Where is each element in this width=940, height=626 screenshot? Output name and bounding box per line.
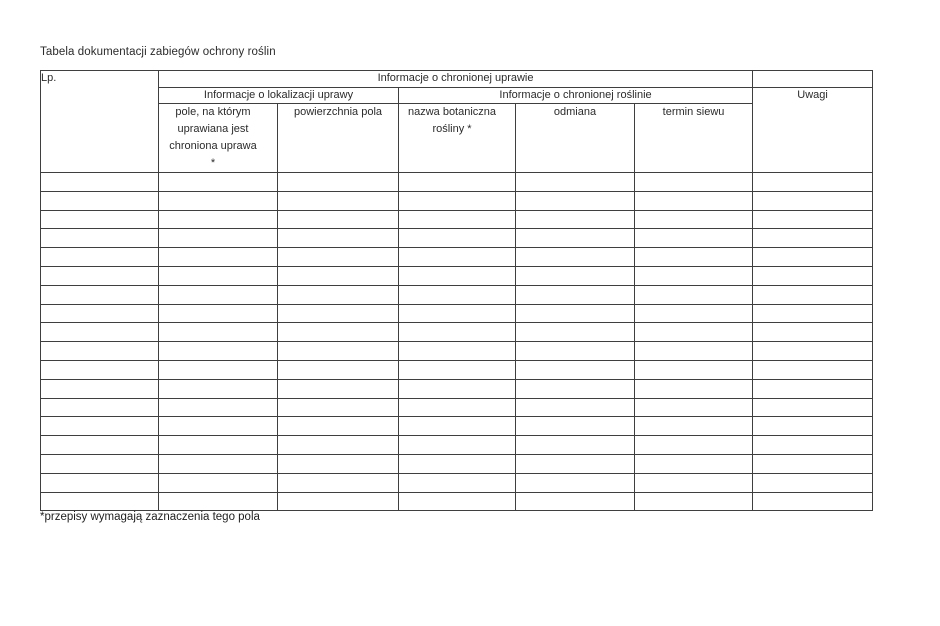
header-cell-field-line-1: pole, na którym xyxy=(175,106,251,118)
table-cell[interactable] xyxy=(278,417,399,436)
table-cell[interactable] xyxy=(41,173,159,192)
table-cell[interactable] xyxy=(753,360,873,379)
table-cell[interactable] xyxy=(159,266,278,285)
table-cell[interactable] xyxy=(278,342,399,361)
crop-protection-documentation-table xyxy=(40,70,873,511)
table-cell[interactable] xyxy=(41,436,159,455)
table-cell[interactable] xyxy=(635,454,753,473)
table-cell[interactable] xyxy=(159,360,278,379)
table-cell[interactable] xyxy=(516,304,635,323)
table-row[interactable] xyxy=(41,191,873,210)
header-cell-variety xyxy=(516,104,635,173)
header-cell-protected-crop-info: Informacje o chronionej uprawie xyxy=(159,71,753,88)
table-cell[interactable] xyxy=(278,285,399,304)
table-cell[interactable] xyxy=(41,304,159,323)
table-cell[interactable] xyxy=(635,360,753,379)
table-cell[interactable] xyxy=(159,436,278,455)
table-cell[interactable] xyxy=(159,379,278,398)
table-cell[interactable] xyxy=(753,248,873,267)
table-header xyxy=(41,71,873,173)
table-cell[interactable] xyxy=(278,210,399,229)
table-cell[interactable] xyxy=(159,473,278,492)
table-cell[interactable] xyxy=(278,248,399,267)
table-cell[interactable] xyxy=(516,436,635,455)
table-cell[interactable] xyxy=(278,229,399,248)
header-cell-botanical-name-line-2: rośliny * xyxy=(432,123,472,135)
table-cell[interactable] xyxy=(41,492,159,511)
table-cell[interactable] xyxy=(635,304,753,323)
table-row[interactable] xyxy=(41,379,873,398)
table-cell[interactable] xyxy=(278,379,399,398)
table-cell[interactable] xyxy=(41,360,159,379)
table-cell[interactable] xyxy=(516,473,635,492)
table-cell[interactable] xyxy=(635,248,753,267)
table-body xyxy=(41,173,873,511)
table-cell[interactable] xyxy=(753,398,873,417)
table-cell[interactable] xyxy=(399,248,516,267)
table-cell[interactable] xyxy=(635,417,753,436)
table-cell[interactable] xyxy=(399,398,516,417)
table-cell[interactable] xyxy=(278,360,399,379)
table-cell[interactable] xyxy=(753,285,873,304)
table-cell[interactable] xyxy=(516,173,635,192)
table-cell[interactable] xyxy=(278,191,399,210)
table-row[interactable] xyxy=(41,473,873,492)
table-row[interactable] xyxy=(41,248,873,267)
table-cell[interactable] xyxy=(399,436,516,455)
table-cell[interactable] xyxy=(41,379,159,398)
table-row[interactable] xyxy=(41,229,873,248)
table-cell[interactable] xyxy=(753,173,873,192)
table-cell[interactable] xyxy=(399,191,516,210)
header-cell-lp: Lp. xyxy=(41,71,159,173)
table-cell[interactable] xyxy=(753,492,873,511)
table-cell[interactable] xyxy=(278,473,399,492)
table-cell[interactable] xyxy=(159,285,278,304)
table-cell[interactable] xyxy=(635,473,753,492)
table-cell[interactable] xyxy=(41,323,159,342)
table-cell[interactable] xyxy=(399,473,516,492)
header-cell-field-asterisk: * xyxy=(210,157,216,169)
table-cell[interactable] xyxy=(635,398,753,417)
table-cell[interactable] xyxy=(516,323,635,342)
table-cell[interactable] xyxy=(41,473,159,492)
table-cell[interactable] xyxy=(399,173,516,192)
table-cell[interactable] xyxy=(159,304,278,323)
table-cell[interactable] xyxy=(753,191,873,210)
table-cell[interactable] xyxy=(753,454,873,473)
table-row[interactable] xyxy=(41,398,873,417)
table-cell[interactable] xyxy=(753,379,873,398)
table-row[interactable] xyxy=(41,342,873,361)
table-cell[interactable] xyxy=(399,379,516,398)
table-cell[interactable] xyxy=(41,248,159,267)
header-cell-remarks: Uwagi xyxy=(753,87,873,173)
table-cell[interactable] xyxy=(278,304,399,323)
table-cell[interactable] xyxy=(635,266,753,285)
table-cell[interactable] xyxy=(399,266,516,285)
table-row[interactable] xyxy=(41,323,873,342)
header-cell-field-area xyxy=(278,104,399,173)
table-cell[interactable] xyxy=(753,473,873,492)
table-cell[interactable] xyxy=(753,210,873,229)
table-cell[interactable] xyxy=(399,304,516,323)
table-cell[interactable] xyxy=(41,191,159,210)
table-cell[interactable] xyxy=(399,454,516,473)
table-cell[interactable] xyxy=(399,323,516,342)
table-cell[interactable] xyxy=(635,191,753,210)
table-row[interactable] xyxy=(41,360,873,379)
table-row[interactable] xyxy=(41,454,873,473)
table-cell[interactable] xyxy=(399,342,516,361)
table-cell[interactable] xyxy=(41,210,159,229)
header-cell-field-line-2: uprawiana jest xyxy=(177,123,249,135)
table-cell[interactable] xyxy=(41,417,159,436)
table-cell[interactable] xyxy=(516,417,635,436)
table-cell[interactable] xyxy=(278,398,399,417)
table-cell[interactable] xyxy=(516,342,635,361)
table-cell[interactable] xyxy=(159,229,278,248)
table-cell[interactable] xyxy=(41,229,159,248)
table-cell[interactable] xyxy=(159,417,278,436)
table-container xyxy=(40,70,872,511)
table-cell[interactable] xyxy=(159,323,278,342)
table-cell[interactable] xyxy=(278,173,399,192)
header-cell-spacer-remarks xyxy=(753,71,873,88)
table-cell[interactable] xyxy=(159,342,278,361)
table-cell[interactable] xyxy=(41,266,159,285)
table-cell[interactable] xyxy=(399,417,516,436)
table-cell[interactable] xyxy=(278,436,399,455)
header-cell-localization-info: Informacje o lokalizacji uprawy xyxy=(159,87,399,104)
table-cell[interactable] xyxy=(516,191,635,210)
table-cell[interactable] xyxy=(516,229,635,248)
header-cell-botanical-name-line-1: nazwa botaniczna xyxy=(407,106,497,118)
table-cell[interactable] xyxy=(516,379,635,398)
table-cell[interactable] xyxy=(159,210,278,229)
table-cell[interactable] xyxy=(753,229,873,248)
table-cell[interactable] xyxy=(753,417,873,436)
table-cell[interactable] xyxy=(41,342,159,361)
header-cell-variety-line-1: odmiana xyxy=(553,106,597,118)
header-cell-botanical-name xyxy=(399,104,516,173)
table-cell[interactable] xyxy=(635,342,753,361)
table-cell[interactable] xyxy=(159,398,278,417)
page-title: Tabela dokumentacji zabiegów ochrony roślin xyxy=(40,46,276,58)
table-cell[interactable] xyxy=(516,398,635,417)
table-cell[interactable] xyxy=(278,266,399,285)
table-cell[interactable] xyxy=(635,173,753,192)
table-cell[interactable] xyxy=(159,248,278,267)
table-row[interactable] xyxy=(41,417,873,436)
table-row[interactable] xyxy=(41,266,873,285)
table-cell[interactable] xyxy=(516,266,635,285)
header-row-group-top xyxy=(41,71,873,88)
table-cell[interactable] xyxy=(635,229,753,248)
table-cell[interactable] xyxy=(635,323,753,342)
table-cell[interactable] xyxy=(41,454,159,473)
table-cell[interactable] xyxy=(399,492,516,511)
table-cell[interactable] xyxy=(753,436,873,455)
footnote: *przepisy wymagają zaznaczenia tego pola xyxy=(40,511,260,523)
table-cell[interactable] xyxy=(41,398,159,417)
table-cell[interactable] xyxy=(753,304,873,323)
table-row[interactable] xyxy=(41,436,873,455)
table-cell[interactable] xyxy=(516,210,635,229)
table-cell[interactable] xyxy=(399,360,516,379)
table-cell[interactable] xyxy=(635,285,753,304)
table-cell[interactable] xyxy=(159,173,278,192)
table-cell[interactable] xyxy=(399,229,516,248)
table-cell[interactable] xyxy=(159,191,278,210)
header-row-columns xyxy=(41,104,873,173)
table-cell[interactable] xyxy=(278,454,399,473)
table-cell[interactable] xyxy=(516,248,635,267)
header-row-subgroups xyxy=(41,87,873,104)
header-cell-field-line-3: chroniona uprawa xyxy=(169,140,257,152)
header-cell-plant-info: Informacje o chronionej roślinie xyxy=(399,87,753,104)
table-cell[interactable] xyxy=(399,285,516,304)
table-cell[interactable] xyxy=(753,266,873,285)
table-row[interactable] xyxy=(41,492,873,511)
table-row[interactable] xyxy=(41,285,873,304)
table-cell[interactable] xyxy=(159,492,278,511)
table-cell[interactable] xyxy=(159,454,278,473)
table-row[interactable] xyxy=(41,304,873,323)
table-cell[interactable] xyxy=(399,210,516,229)
header-cell-sowing-date xyxy=(635,104,753,173)
table-cell[interactable] xyxy=(516,454,635,473)
table-row[interactable] xyxy=(41,173,873,192)
table-cell[interactable] xyxy=(635,492,753,511)
table-cell[interactable] xyxy=(516,492,635,511)
header-cell-field xyxy=(159,104,278,173)
table-cell[interactable] xyxy=(635,436,753,455)
table-cell[interactable] xyxy=(278,492,399,511)
table-row[interactable] xyxy=(41,210,873,229)
header-cell-sowing-date-line-1: termin siewu xyxy=(662,106,725,118)
table-cell[interactable] xyxy=(41,285,159,304)
table-cell[interactable] xyxy=(753,323,873,342)
table-cell[interactable] xyxy=(635,210,753,229)
table-cell[interactable] xyxy=(516,360,635,379)
header-cell-field-area-line-1: powierzchnia pola xyxy=(293,106,383,118)
table-cell[interactable] xyxy=(516,285,635,304)
table-cell[interactable] xyxy=(635,379,753,398)
table-cell[interactable] xyxy=(278,323,399,342)
table-cell[interactable] xyxy=(753,342,873,361)
